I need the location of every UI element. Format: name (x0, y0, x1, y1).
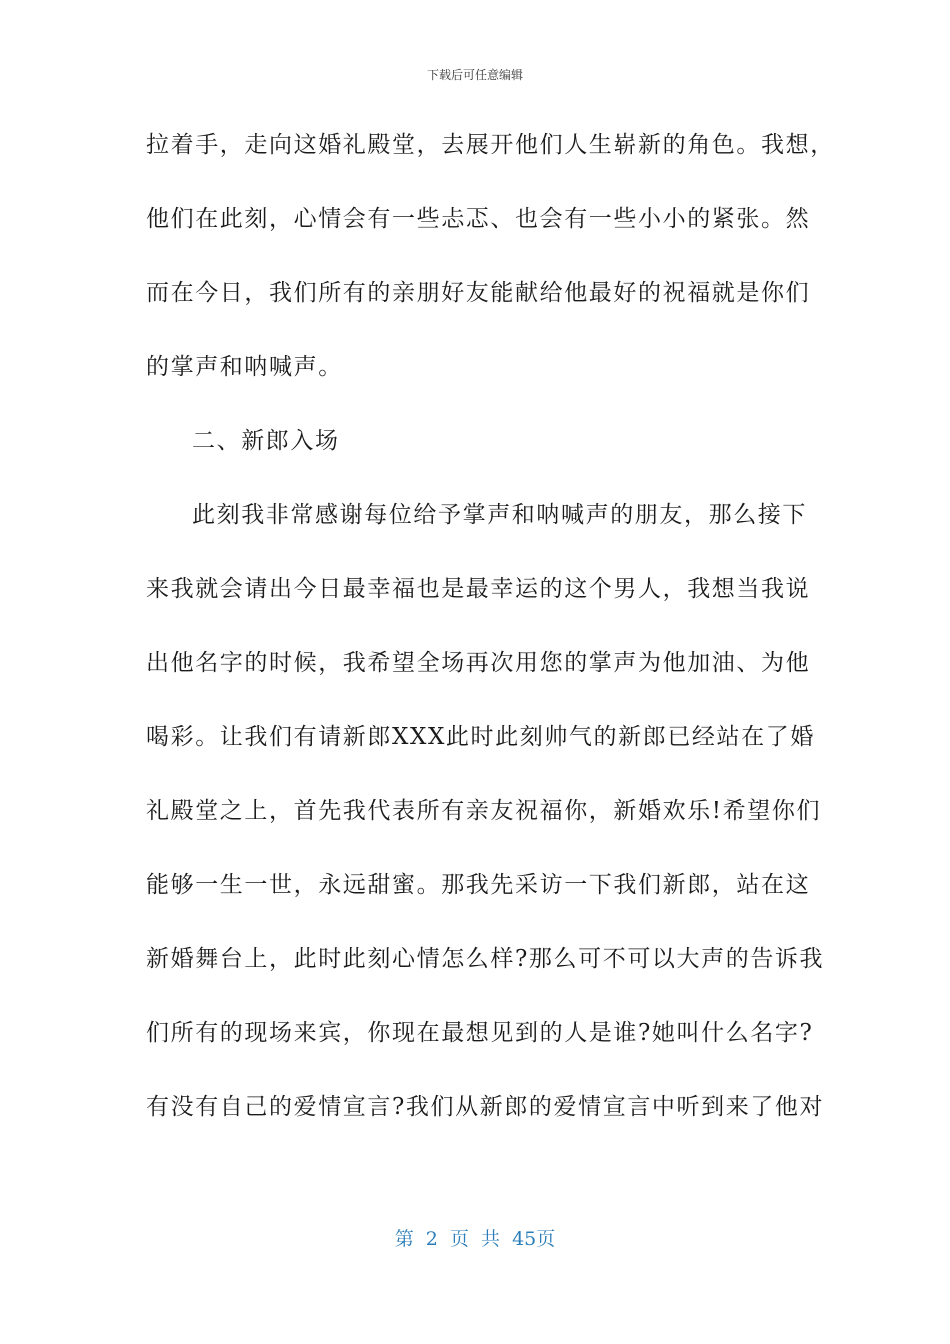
text-line: 有没有自己的爱情宣言?我们从新郎的爱情宣言中听到来了他对 (146, 1094, 825, 1120)
footer-di: 第 (394, 1228, 414, 1250)
footer-page-number: 2 (425, 1228, 438, 1250)
text-line: 的掌声和呐喊声。 (146, 354, 343, 380)
text-line: 而在今日，我们所有的亲朋好友能献给他最好的祝福就是你们 (146, 280, 811, 306)
document-body (146, 118, 835, 1154)
text-line: 新婚舞台上，此时此刻心情怎么样?那么可不可以大声的告诉我 (146, 946, 825, 972)
text-line: 此刻我非常感谢每位给予掌声和呐喊声的朋友，那么接下 (192, 502, 807, 528)
text-line: 能够一生一世，永远甜蜜。那我先采访一下我们新郎，站在这 (146, 872, 811, 898)
page-footer (0, 1224, 950, 1251)
text-line: 他们在此刻，心情会有一些忐忑、也会有一些小小的紧张。然 (146, 206, 811, 232)
text-line: 出他名字的时候，我希望全场再次用您的掌声为他加油、为他 (146, 650, 811, 676)
footer-total-pages: 45页 (512, 1228, 556, 1250)
footer-gong: 共 (481, 1228, 501, 1250)
page-header-note: 下载后可任意编辑 (426, 68, 523, 82)
footer-ye: 页 (449, 1228, 469, 1250)
text-line: 们所有的现场来宾，你现在最想见到的人是谁?她叫什么名字? (146, 1020, 814, 1046)
text-line: 礼殿堂之上，首先我代表所有亲友祝福你，新婚欢乐!希望你们 (146, 798, 822, 824)
section-heading: 二、新郎入场 (192, 428, 340, 454)
text-line: 喝彩。让我们有请新郎XXX此时此刻帅气的新郎已经站在了婚 (146, 724, 815, 750)
text-line: 拉着手，走向这婚礼殿堂，去展开他们人生崭新的角色。我想， (146, 132, 835, 158)
text-line: 来我就会请出今日最幸福也是最幸运的这个男人，我想当我说 (146, 576, 811, 602)
